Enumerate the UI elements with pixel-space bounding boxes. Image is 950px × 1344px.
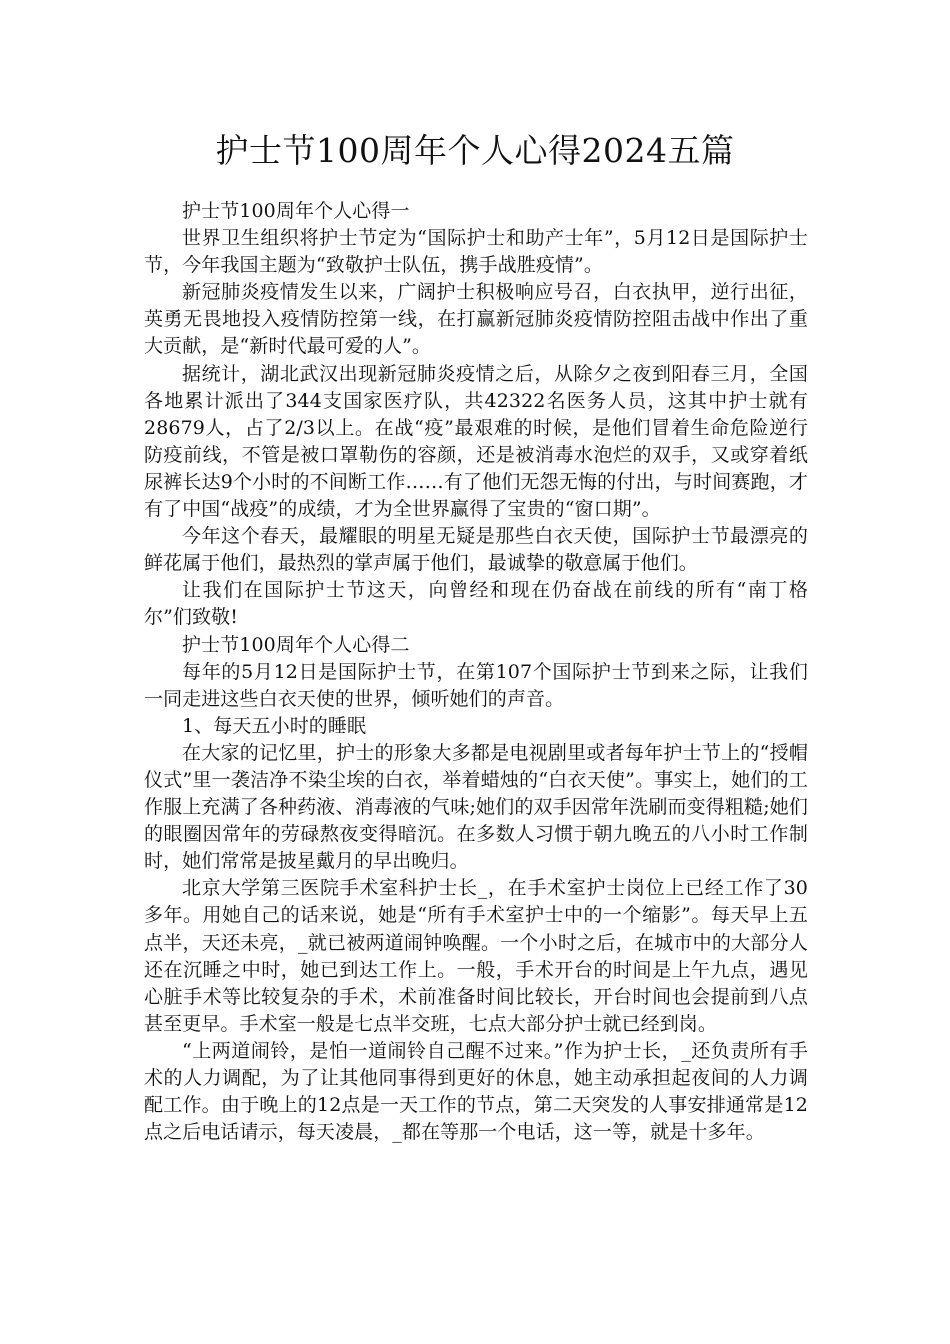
document-body <box>144 198 808 1146</box>
paragraph: 据统计，湖北武汉出现新冠肺炎疫情之后，从除夕之夜到阳春三月，全国各地累计派出了344支国家医疗队，共42322名医务人员，这其中护士就有28679人，占了2/3以上。在战“疫”最艰难的时候，是他们冒着生命危险逆行防疫前线，不管是被口罩勒伤的容颜，还是被消毒水泡烂的双手，又或穿着纸尿裤长达9个小时的不间断工作……有了他们无怨无悔的付出，与时间赛跑，才有了中国“战疫”的成绩，才为全世界赢得了宝贵的“窗口期”。 <box>144 362 808 521</box>
paragraph: 北京大学第三医院手术室科护士长_，在手术室护士岗位上已经工作了30多年。用她自己的话来说，她是“所有手术室护士中的一个缩影”。每天早上五点半，天还未亮，_就已被两道闹钟唤醒。一个小时之后，在城市中的大部分人还在沉睡之中时，她已到达工作上。一般，手术开台的时间是上午九点，遇见心脏手术等比较复杂的手术，术前准备时间比较长，开台时间也会提前到八点甚至更早。手术室一般是七点半交班，七点大部分护士就已经到岗。 <box>144 877 808 1035</box>
paragraph: “上两道闹铃，是怕一道闹铃自己醒不过来。”作为护士长，_还负责所有手术的人力调配，为了让其他同事得到更好的休息，她主动承担起夜间的人力调配工作。由于晚上的12点是一天工作的节点，第二天突发的人事安排通常是12点之后电话请示，每天凌晨，_都在等那一个电话，这一等，就是十多年。 <box>144 1039 808 1144</box>
paragraph: 让我们在国际护士节这天，向曾经和现在仍奋战在前线的所有“南丁格尔”们致敬! <box>144 579 808 629</box>
paragraph: 新冠肺炎疫情发生以来，广阔护士积极响应号召，白衣执甲，逆行出征，英勇无畏地投入疫情防控第一线，在打赢新冠肺炎疫情防控阻击战中作出了重大贡献，是“新时代最可爱的人”。 <box>144 281 808 358</box>
paragraph: 今年这个春天，最耀眼的明星无疑是那些白衣天使，国际护士节最漂亮的鲜花属于他们，最热烈的掌声属于他们，最诚挚的敬意属于他们。 <box>144 525 808 575</box>
paragraph: 每年的5月12日是国际护士节，在第107个国际护士节到来之际，让我们一同走进这些白衣天使的世界，倾听她们的声音。 <box>144 660 808 710</box>
section-heading: 护士节100周年个人心得一 <box>182 200 410 222</box>
paragraph: 在大家的记忆里，护士的形象大多都是电视剧里或者每年护士节上的“授帽仪式”里一袭洁净不染尘埃的白衣，举着蜡烛的“白衣天使”。事实上，她们的工作服上充满了各种药液、消毒液的气味;她们的双手因常年洗刷而变得粗糙;她们的眼圈因常年的劳碌熬夜变得暗沉。在多数人习惯于朝九晚五的八小时工作制时，她们常常是披星戴月的早出晚归。 <box>144 741 808 873</box>
document-title: 护士节100周年个人心得2024五篇 <box>215 131 735 170</box>
paragraph: 世界卫生组织将护士节定为“国际护士和助产士年”，5月12日是国际护士节，今年我国主题为“致敬护士队伍，携手战胜疫情”。 <box>144 227 808 277</box>
section-heading: 护士节100周年个人心得二 <box>182 633 410 656</box>
section-heading: 1、每天五小时的睡眠 <box>182 714 367 737</box>
